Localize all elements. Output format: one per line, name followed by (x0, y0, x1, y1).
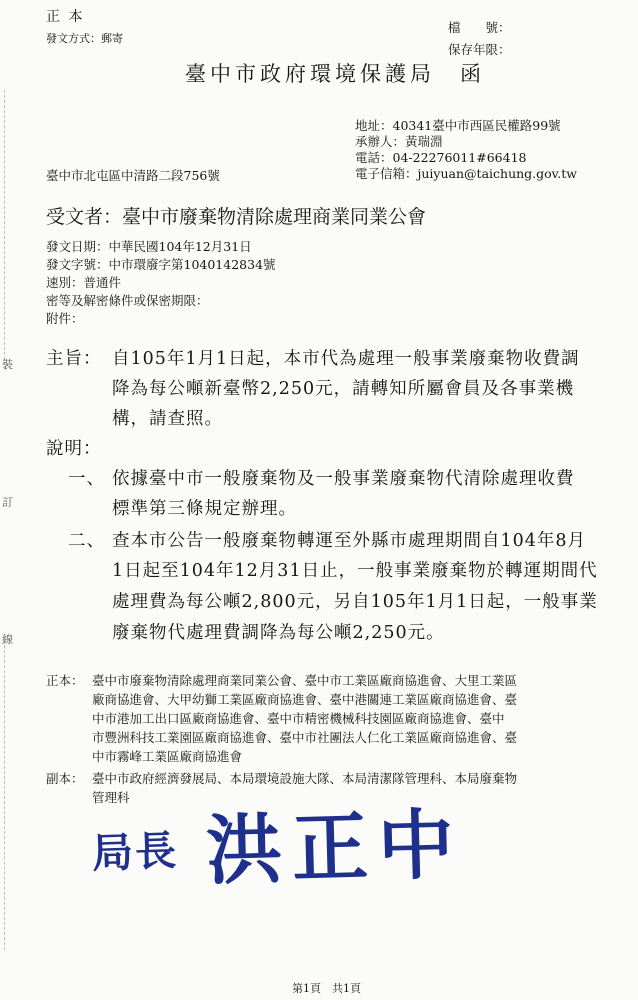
binding-mark: 線 (2, 633, 13, 646)
copy-to-line: 管理科 (92, 790, 130, 805)
subject-line: 降為每公噸新臺幣2,250元，請轉知所屬會員及各事業機 (112, 379, 575, 399)
attachment: 附件： (46, 311, 84, 326)
file-number: 檔 號： (448, 20, 511, 35)
subject-label: 主旨： (46, 349, 102, 369)
subject-line: 構，請查照。 (112, 409, 223, 429)
agency-address: 地址：40341臺中市西區民權路99號 (355, 118, 561, 133)
subject-line: 自105年1月1日起，本市代為處理一般事業廢棄物收費調 (112, 349, 580, 369)
document-number: 發文字號：中市環廢字第1040142834號 (46, 257, 276, 272)
original-to-line: 中市霧峰工業區廠商協進會 (92, 749, 243, 764)
binding-mark: 訂 (2, 496, 13, 509)
original-to-line: 廠商協進會、大甲幼獅工業區廠商協進會、臺中港關連工業區廠商協進會、臺 (92, 692, 518, 707)
send-method: 發文方式：郵寄 (46, 32, 123, 45)
copy-to-line: 臺中市政府經濟發展局、本局環境設施大隊、本局清潔隊管理科、本局廢棄物 (92, 771, 518, 786)
agency-title: 臺中市政府環境保護局 函 (185, 62, 485, 86)
explanation-line: 處理費為每公噸2,800元，另自105年1月1日起，一般事業 (112, 592, 598, 612)
explanation-item-number: 二、 (68, 531, 105, 551)
issue-date: 發文日期：中華民國104年12月31日 (46, 239, 252, 254)
email-address: 電子信箱：juiyuan@taichung.gov.tw (355, 166, 577, 181)
handler-name: 承辦人：黃瑞淵 (355, 134, 443, 149)
recipient: 受文者：臺中市廢棄物清除處理商業同業公會 (46, 206, 427, 228)
binding-margin-line (4, 640, 5, 950)
explanation-line: 1日起至104年12月31日止，一般事業廢棄物於轉運期間代 (112, 561, 598, 581)
explanation-item-number: 一、 (68, 469, 105, 489)
binding-margin-line (4, 90, 5, 370)
explanation-line: 標準第三條規定辦理。 (112, 499, 297, 519)
original-to-label: 正本： (46, 673, 84, 688)
delivery-speed: 速別：普通件 (46, 275, 122, 290)
page-number: 第1頁 共1頁 (292, 982, 361, 995)
original-to-line: 中市港加工出口區廠商協進會、臺中市精密機械科技園區廠商協進會、臺中 (92, 711, 505, 726)
explanation-line: 查本市公告一般廢棄物轉運至外縣市處理期間自104年8月 (112, 531, 587, 551)
explanation-label: 說明： (46, 439, 102, 459)
signature-title: 局長 (91, 826, 179, 878)
explanation-line: 依據臺中市一般廢棄物及一般事業廢棄物代清除處理收費 (112, 469, 575, 489)
copy-type-label: 正 本 (46, 9, 85, 25)
explanation-line: 廢棄物代處理費調降為每公噸2,250元。 (112, 623, 445, 643)
secrecy-level: 密等及解密條件或保密期限： (46, 293, 209, 308)
retention-period: 保存年限： (448, 42, 511, 57)
signature-name: 洪正中 (204, 799, 466, 896)
original-to-line: 臺中市廢棄物清除處理商業同業公會、臺中市工業區廠商協進會、大里工業區 (92, 673, 518, 688)
binding-mark: 裝 (2, 358, 13, 371)
recipient-address: 臺中市北屯區中清路二段756號 (46, 168, 220, 183)
phone-number: 電話：04-22276011#66418 (355, 150, 527, 165)
original-to-line: 市豐洲科技工業園區廠商協進會、臺中市社團法人仁化工業區廠商協進會、臺 (92, 730, 518, 745)
copy-to-label: 副本： (46, 771, 84, 786)
